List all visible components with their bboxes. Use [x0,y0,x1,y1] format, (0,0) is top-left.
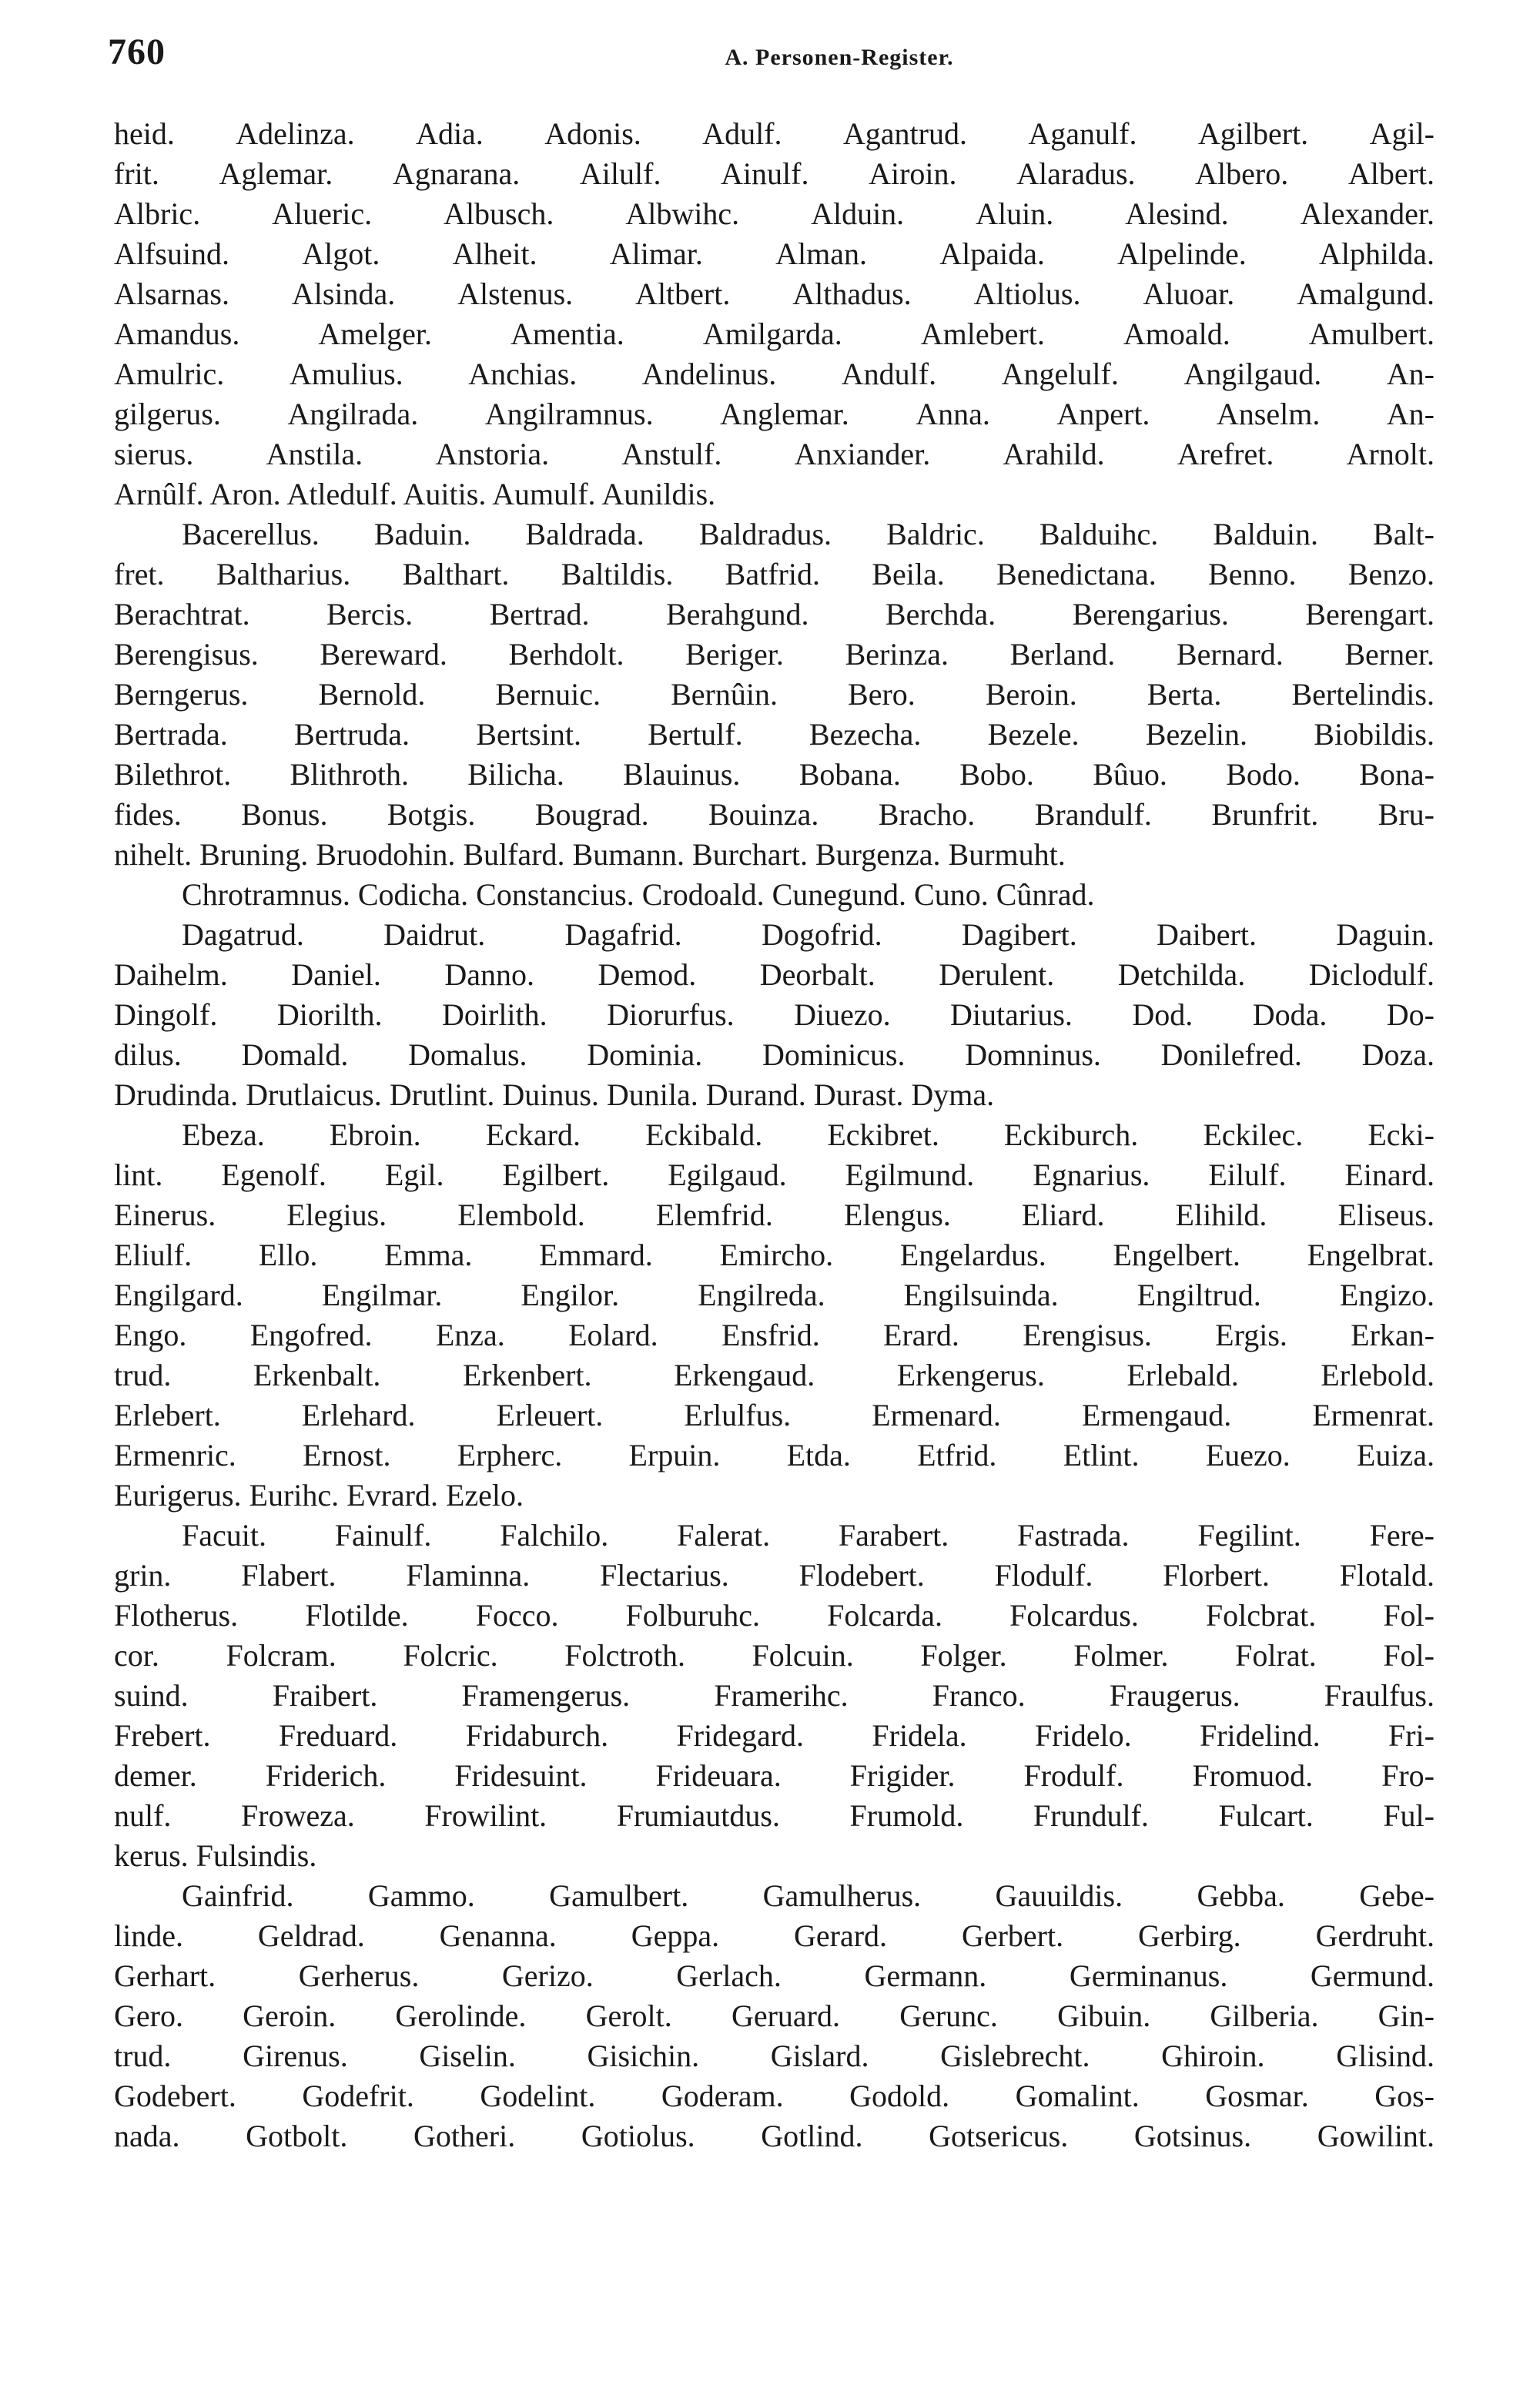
register-line: linde. Geldrad. Genanna. Geppa. Gerard. Gerbert. Gerbirg. Gerdruht. [114,1918,1435,1953]
register-line: Bertrada. Bertruda. Bertsint. Bertulf. Bezecha. Bezele. Bezelin. Biobildis. [114,717,1435,752]
name-register-text [114,114,1435,2156]
register-line: fides. Bonus. Botgis. Bougrad. Bouinza. Bracho. Brandulf. Brunfrit. Bru- [114,797,1435,832]
register-line: Alsarnas. Alsinda. Alstenus. Altbert. Althadus. Altiolus. Aluoar. Amalgund. [114,276,1435,311]
register-line: grin. Flabert. Flaminna. Flectarius. Flodebert. Flodulf. Florbert. Flotald. [114,1558,1435,1593]
register-line: Eurigerus. Eurihc. Evrard. Ezelo. [114,1478,524,1513]
register-line: Frebert. Freduard. Fridaburch. Fridegard. Fridela. Fridelo. Fridelind. Fri- [114,1718,1435,1753]
register-line: Berachtrat. Bercis. Bertrad. Berahgund. Berchda. Berengarius. Berengart. [114,597,1435,632]
register-line: cor. Folcram. Folcric. Folctroth. Folcuin. Folger. Folmer. Folrat. Fol- [114,1638,1435,1673]
register-line: frit. Aglemar. Agnarana. Ailulf. Ainulf. Airoin. Alaradus. Albero. Albert. [114,156,1435,191]
running-head: A. Personen-Register. [725,45,954,70]
register-line: Alfsuind. Algot. Alheit. Alimar. Alman. Alpaida. Alpelinde. Alphilda. [114,236,1435,271]
register-line: suind. Fraibert. Framengerus. Framerihc. Franco. Fraugerus. Fraulfus. [114,1678,1435,1713]
register-line: Godebert. Godefrit. Godelint. Goderam. Godold. Gomalint. Gosmar. Gos- [114,2079,1435,2113]
register-line: Ermenric. Ernost. Erpherc. Erpuin. Etda. Etfrid. Etlint. Euezo. Euiza. [114,1438,1435,1472]
register-line: nulf. Froweza. Frowilint. Frumiautdus. Frumold. Frundulf. Fulcart. Ful- [114,1798,1435,1833]
register-line: Berngerus. Bernold. Bernuic. Bernûin. Bero. Beroin. Berta. Bertelindis. [114,677,1435,712]
register-line: Amandus. Amelger. Amentia. Amilgarda. Amlebert. Amoald. Amulbert. [114,317,1435,351]
register-line: Berengisus. Bereward. Berhdolt. Beriger. Berinza. Berland. Bernard. Berner. [114,637,1435,672]
register-line: heid. Adelinza. Adia. Adonis. Adulf. Agantrud. Aganulf. Agilbert. Agil- [114,116,1435,151]
register-line: dilus. Domald. Domalus. Dominia. Dominicus. Domninus. Donilefred. Doza. [114,1037,1435,1072]
register-line: Gerhart. Gerherus. Gerizo. Gerlach. Germann. Germinanus. Germund. [114,1958,1435,1993]
register-line: trud. Girenus. Giselin. Gisichin. Gislard. Gislebrecht. Ghiroin. Glisind. [114,2039,1435,2073]
register-line: Dingolf. Diorilth. Doirlith. Diorurfus. Diuezo. Diutarius. Dod. Doda. Do- [114,997,1435,1032]
register-line: Bacerellus. Baduin. Baldrada. Baldradus. Baldric. Balduihc. Balduin. Balt- [182,517,1435,551]
register-line: fret. Baltharius. Balthart. Baltildis. Batfrid. Beila. Benedictana. Benno. Benzo. [114,557,1435,591]
register-line: demer. Friderich. Fridesuint. Frideuara. Frigider. Frodulf. Fromuod. Fro- [114,1758,1435,1793]
register-line: nada. Gotbolt. Gotheri. Gotiolus. Gotlind. Gotsericus. Gotsinus. Gowilint. [114,2119,1435,2153]
register-line: Gainfrid. Gammo. Gamulbert. Gamulherus. Gauuildis. Gebba. Gebe- [182,1878,1435,1913]
register-line: Daihelm. Daniel. Danno. Demod. Deorbalt. Derulent. Detchilda. Diclodulf. [114,957,1435,992]
register-line: Chrotramnus. Codicha. Constancius. Crodoald. Cunegund. Cuno. Cûnrad. [182,877,1095,912]
register-line: Eliulf. Ello. Emma. Emmard. Emircho. Engelardus. Engelbert. Engelbrat. [114,1238,1435,1272]
register-line: Gero. Geroin. Gerolinde. Gerolt. Geruard. Gerunc. Gibuin. Gilberia. Gin- [114,1998,1435,2033]
register-line: Ebeza. Ebroin. Eckard. Eckibald. Eckibret. Eckiburch. Eckilec. Ecki- [182,1117,1435,1152]
register-line: nihelt. Bruning. Bruodohin. Bulfard. Bumann. Burchart. Burgenza. Burmuht. [114,837,1066,872]
register-line: Dagatrud. Daidrut. Dagafrid. Dogofrid. Dagibert. Daibert. Daguin. [182,917,1435,952]
register-line: Albric. Alueric. Albusch. Albwihc. Alduin. Aluin. Alesind. Alexander. [114,196,1435,231]
register-line: Erlebert. Erlehard. Erleuert. Erlulfus. Ermenard. Ermengaud. Ermenrat. [114,1398,1435,1432]
register-line: Engilgard. Engilmar. Engilor. Engilreda. Engilsuinda. Engiltrud. Engizo. [114,1278,1435,1312]
register-line: Engo. Engofred. Enza. Eolard. Ensfrid. Erard. Erengisus. Ergis. Erkan- [114,1318,1435,1352]
register-line: lint. Egenolf. Egil. Egilbert. Egilgaud. Egilmund. Egnarius. Eilulf. Einard. [114,1157,1435,1192]
register-line: Amulric. Amulius. Anchias. Andelinus. Andulf. Angelulf. Angilgaud. An- [114,357,1435,391]
register-line: kerus. Fulsindis. [114,1838,317,1873]
page-number: 760 [108,32,166,72]
register-line: Bilethrot. Blithroth. Bilicha. Blauinus. Bobana. Bobo. Bûuo. Bodo. Bona- [114,757,1435,792]
register-line: Arnûlf. Aron. Atledulf. Auitis. Aumulf. Aunildis. [114,477,716,511]
register-line: gilgerus. Angilrada. Angilramnus. Anglemar. Anna. Anpert. Anselm. An- [114,397,1435,431]
register-line: sierus. Anstila. Anstoria. Anstulf. Anxiander. Arahild. Arefret. Arnolt. [114,437,1435,471]
register-line: Flotherus. Flotilde. Focco. Folburuhc. Folcarda. Folcardus. Folcbrat. Fol- [114,1598,1435,1633]
register-line: trud. Erkenbalt. Erkenbert. Erkengaud. Erkengerus. Erlebald. Erlebold. [114,1358,1435,1392]
register-line: Drudinda. Drutlaicus. Drutlint. Duinus. Dunila. Durand. Durast. Dyma. [114,1077,995,1112]
register-line: Einerus. Elegius. Elembold. Elemfrid. Elengus. Eliard. Elihild. Eliseus. [114,1198,1435,1232]
register-line: Facuit. Fainulf. Falchilo. Falerat. Farabert. Fastrada. Fegilint. Fere- [182,1518,1435,1553]
